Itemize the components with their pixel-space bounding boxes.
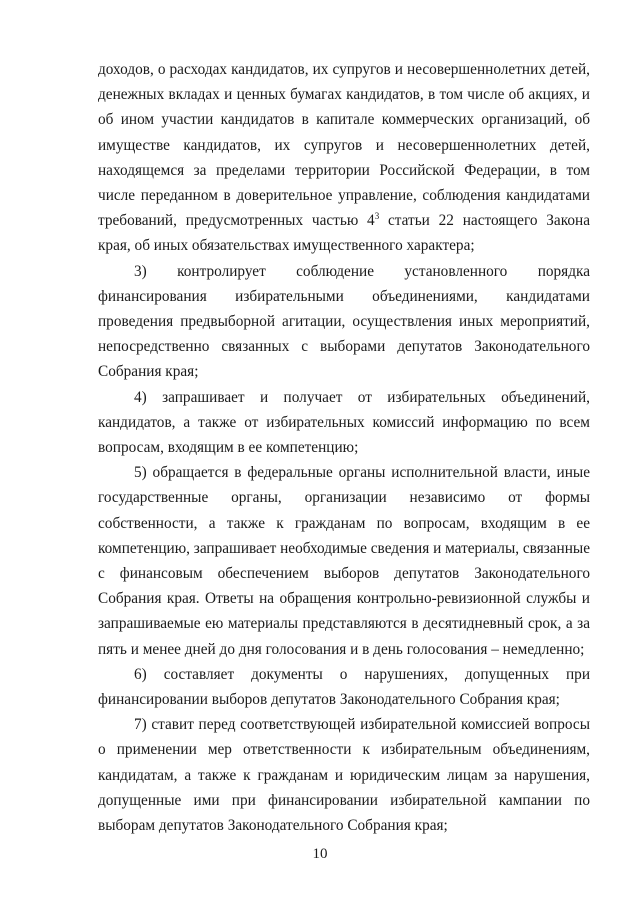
- paragraph-text-tail: статьи 22 настоящего Закона края, об иных обязательствах имущественного характера;: [98, 212, 591, 255]
- paragraph-item-5: 5) обращается в федеральные органы исполнительной власти, иные государственные органы, организации независимо от формы собственности, а также к гражданам по вопросам, входящим в ее компетенцию, запрашивает необходимые сведения и материалы, связанные с финансовым обеспечением выборов депутатов Законодательного Собрания края. Ответы на обращения контрольно-ревизионной службы и запрашиваемые ею материалы представляются в десятидневный срок, а за пять и менее дней до дня голосования и в день голосования – немедленно;: [98, 464, 590, 658]
- paragraph-item-4: 4) запрашивает и получает от избирательных объединений, кандидатов, а также от избирательных комиссий информацию по всем вопросам, входящим в ее компетенцию;: [98, 388, 590, 457]
- paragraph-text: доходов, о расходах кандидатов, их супругов и несовершеннолетних детей, денежных вкладах и ценных бумагах кандидатов, в том числе об акциях, и об ином участии кандидатов в капитале коммерческих организаций, об имуществе кандидатов, их супругов и несовершеннолетних детей, находящемся за пределами территории Российской Федерации, в том числе переданном в доверительное управление, соблюдения кандидатами требований, предусмотренных частью 4: [98, 61, 590, 230]
- paragraph-continuation: [98, 57, 590, 259]
- superscript: 3: [374, 211, 380, 222]
- paragraph-item-3: 3) контролирует соблюдение установленного порядка финансирования избирательными объединениями, кандидатами проведения предвыборной агитации, осуществления иных мероприятий, непосредственно связанных с выборами депутатов Законодательного Собрания края;: [98, 262, 590, 381]
- body-text: [98, 57, 590, 838]
- paragraph-item-6: 6) составляет документы о нарушениях, допущенных при финансировании выборов депутатов Законодательного Собрания края;: [98, 665, 590, 709]
- page-number: 10: [312, 846, 328, 862]
- paragraph-item-7: 7) ставит перед соответствующей избирательной комиссией вопросы о применении мер ответственности к избирательным объединениям, кандидатам, а также к гражданам и юридическим лицам за нарушения, допущенные ими при финансировании избирательной кампании по выборам депутатов Законодательного Собрания края;: [98, 716, 590, 835]
